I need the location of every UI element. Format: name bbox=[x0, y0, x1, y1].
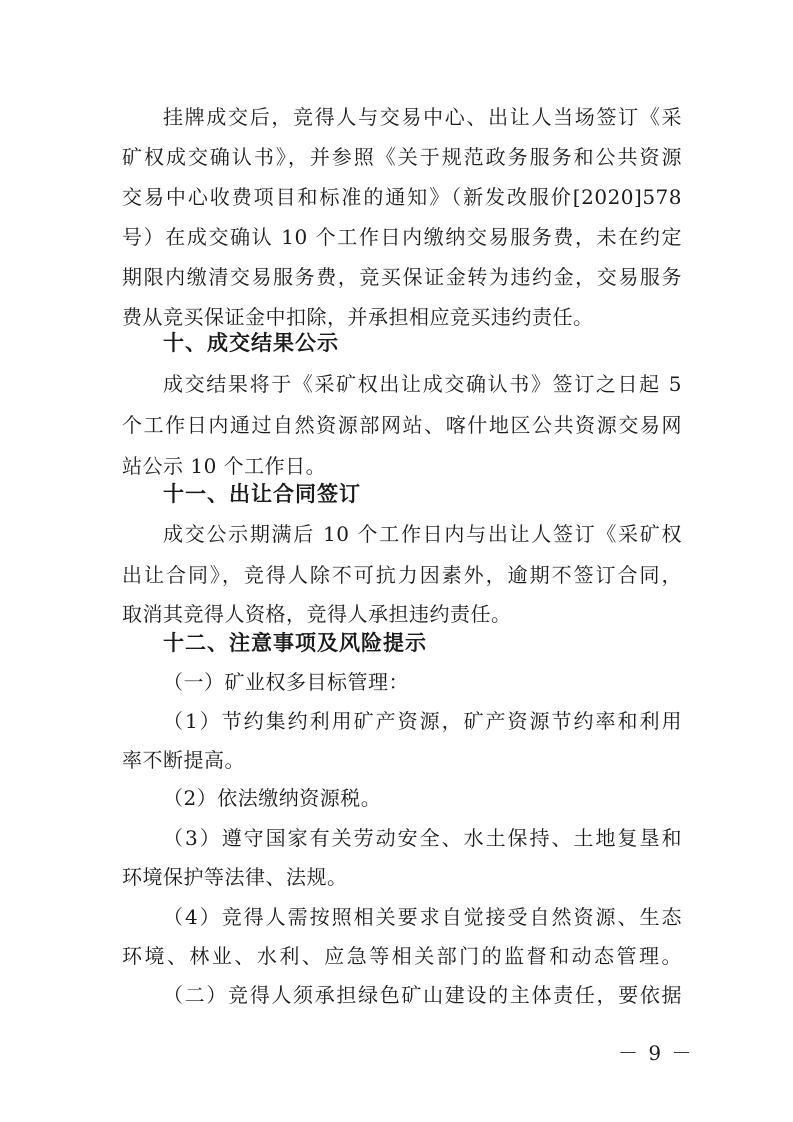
subsection-title: （一）矿业权多目标管理： bbox=[163, 670, 409, 694]
section-heading-12: 十二、注意事项及风险提示 bbox=[163, 631, 427, 655]
paragraph-line: 取消其竞得人资格，竞得人承担违约责任。 bbox=[122, 602, 512, 626]
paragraph-line: 号）在成交确认 10 个工作日内缴纳交易服务费，未在约定 bbox=[122, 225, 682, 249]
paragraph-line: 个工作日内通过自然资源部网站、喀什地区公共资源交易网 bbox=[122, 413, 682, 437]
paragraph-line: 站公示 10 个工作日。 bbox=[122, 454, 327, 478]
list-item-line: 环境、林业、水利、应急等相关部门的监督和动态管理。 bbox=[122, 944, 682, 968]
list-item-line: （1）节约集约利用矿产资源，矿产资源节约率和利用 bbox=[163, 709, 682, 733]
list-item-line: （4）竞得人需按照相关要求自觉接受自然资源、生态 bbox=[163, 905, 682, 929]
list-item-line: 环境保护等法律、法规。 bbox=[122, 865, 348, 889]
paragraph-line: 成交结果将于《采矿权出让成交确认书》签订之日起 5 bbox=[163, 372, 682, 396]
paragraph-line: 出让合同》，竞得人除不可抗力因素外，逾期不签订合同， bbox=[122, 563, 682, 587]
list-item-line: （2）依法缴纳资源税。 bbox=[163, 786, 382, 810]
page-number: － 9 － bbox=[618, 1041, 694, 1065]
paragraph-line: 交易中心收费项目和标准的通知》（新发改服价[2020]578 bbox=[122, 185, 682, 209]
paragraph-line: 挂牌成交后，竞得人与交易中心、出让人当场签订《采 bbox=[163, 105, 682, 129]
paragraph-line: 成交公示期满后 10 个工作日内与出让人签订《采矿权 bbox=[163, 522, 682, 546]
section-heading-11: 十一、出让合同签订 bbox=[163, 482, 361, 506]
paragraph-line: 矿权成交确认书》，并参照《关于规范政务服务和公共资源 bbox=[122, 145, 682, 169]
paragraph-line: 费从竞买保证金中扣除，并承担相应竞买违约责任。 bbox=[122, 305, 594, 329]
list-item-line: 率不断提高。 bbox=[122, 748, 245, 772]
section-heading-10: 十、成交结果公示 bbox=[163, 331, 339, 355]
subsection-title: （二）竞得人须承担绿色矿山建设的主体责任，要依据 bbox=[163, 983, 682, 1007]
list-item-line: （3）遵守国家有关劳动安全、水土保持、土地复垦和 bbox=[163, 826, 682, 850]
paragraph-line: 期限内缴清交易服务费，竞买保证金转为违约金，交易服务 bbox=[122, 265, 682, 289]
